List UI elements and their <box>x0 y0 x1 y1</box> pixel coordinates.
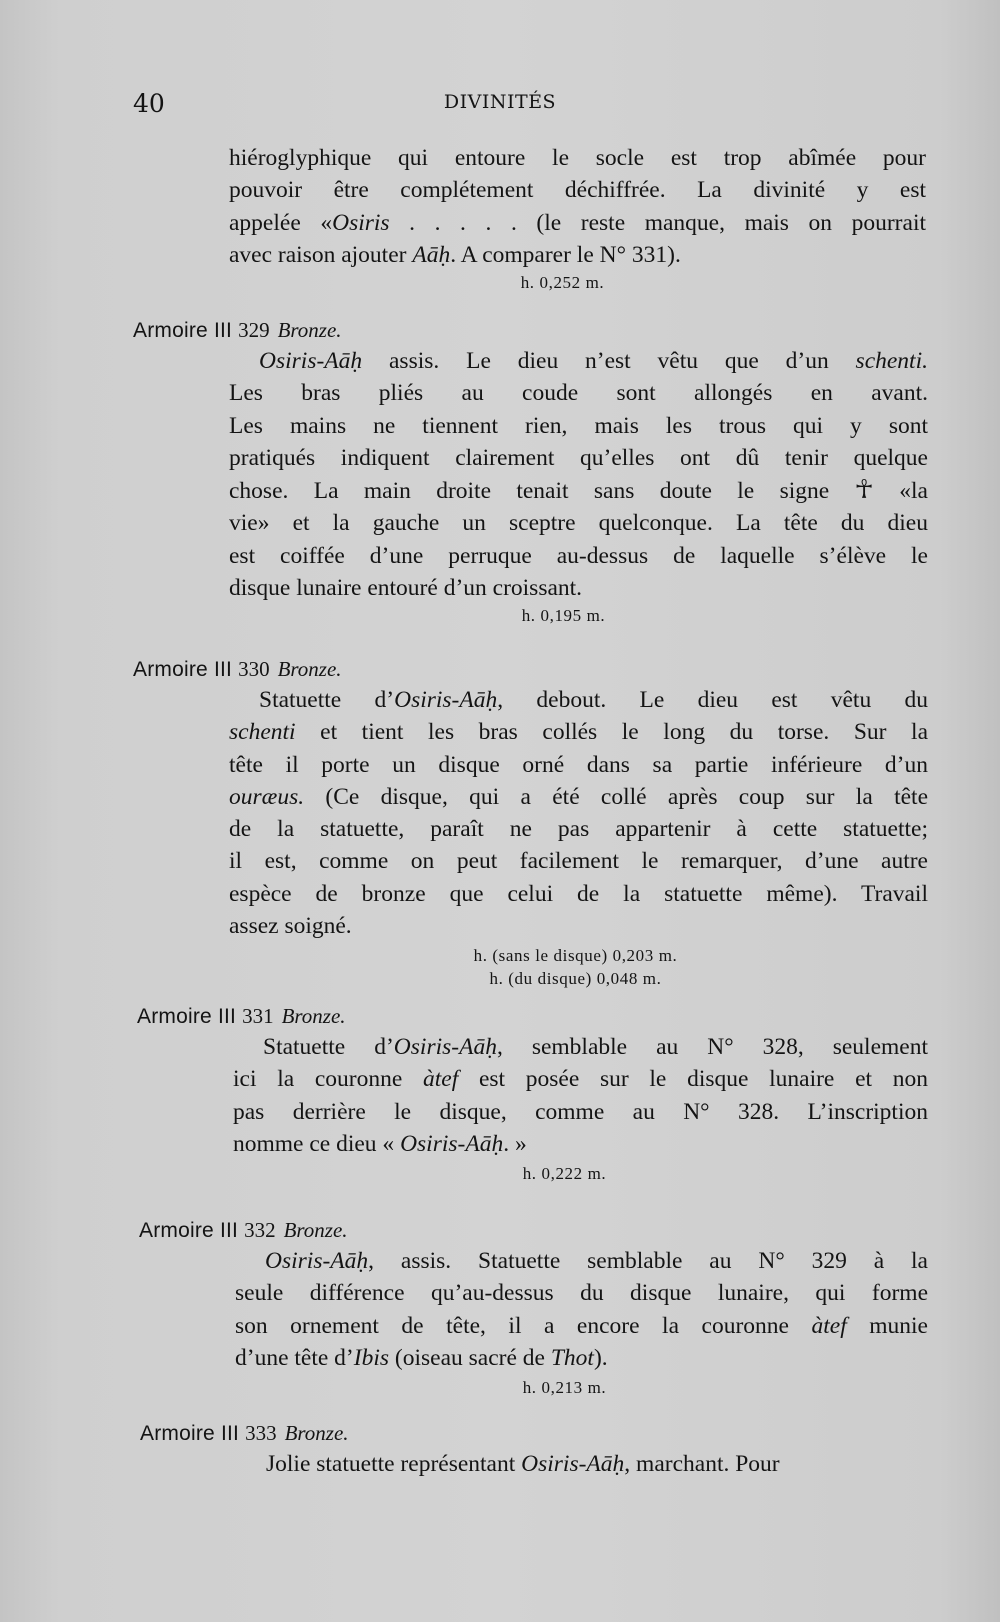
text-line: assez soigné. <box>229 913 352 940</box>
entry-329 <box>133 318 928 626</box>
text-line: nomme ce dieu « Osiris-Aāḥ. » <box>233 1130 527 1157</box>
text-line: ici la couronne àtef est posée sur le disque lunaire et non <box>233 1066 928 1093</box>
entry-number: 332 <box>244 1218 276 1242</box>
italic-term: schenti. <box>855 348 928 374</box>
entry-paragraph <box>229 684 928 942</box>
text-line: Osiris-Aāḥ assis. Le dieu n’est vêtu que d’un schenti. <box>259 348 928 374</box>
text-line: son ornement de tête, il a encore la couronne àtef munie <box>235 1312 928 1339</box>
entry-number: 333 <box>245 1421 277 1445</box>
entry-material: Bronze. <box>284 1421 349 1445</box>
entry-measure: h. (du disque) 0,048 m. <box>489 969 662 989</box>
intro-block <box>229 142 926 293</box>
entry-material: Bronze. <box>277 318 342 342</box>
intro-paragraph <box>229 142 926 271</box>
entry-heading <box>140 1421 928 1446</box>
entry-number: 331 <box>242 1004 274 1028</box>
text-line: chose. La main droite tenait sans doute le signe ☥ «la <box>229 475 928 506</box>
italic-term: Ibis <box>353 1344 390 1371</box>
entry-paragraph <box>233 1031 928 1160</box>
entry-paragraph <box>236 1448 928 1480</box>
ankh-glyph: ☥ <box>854 475 874 506</box>
text-line: ouræus. (Ce disque, qui a été collé après coup sur la tête <box>229 783 928 810</box>
entry-330 <box>133 657 928 989</box>
entry-paragraph <box>235 1245 928 1374</box>
text-line: pas derrière le disque, comme au N° 328. L’inscription <box>233 1098 928 1125</box>
entry-measure: h. 0,213 m. <box>522 1378 607 1398</box>
italic-term: àtef <box>423 1066 459 1093</box>
text-line: vie» et la gauche un sceptre quelconque. La tête du dieu <box>229 510 928 537</box>
entry-heading <box>139 1218 928 1243</box>
entry-331 <box>137 1004 928 1184</box>
entry-material: Bronze. <box>277 657 342 681</box>
text-line: de la statuette, paraît ne pas appartenir à cette statuette; <box>229 816 928 843</box>
entry-label: Armoire III <box>137 1005 237 1028</box>
entry-measure: h. 0,195 m. <box>521 606 606 626</box>
text-line: Les bras pliés au coude sont allongés en avant. <box>229 380 928 407</box>
entry-333 <box>140 1421 928 1480</box>
entry-heading <box>137 1004 928 1029</box>
text-line: Les mains ne tiennent rien, mais les trous qui y sont <box>229 412 928 439</box>
running-title: DIVINITÉS <box>443 91 557 113</box>
italic-term: ouræus. <box>229 783 305 810</box>
text-line: avec raison ajouter Aāḥ. A comparer le N° 331). <box>229 241 681 268</box>
entry-measure: h. 0,222 m. <box>522 1164 607 1184</box>
entry-paragraph <box>229 345 928 604</box>
italic-term: Aāḥ <box>412 241 451 268</box>
entry-material: Bronze. <box>283 1218 348 1242</box>
text-line: pouvoir être complétement déchiffrée. La divinité y est <box>229 177 926 204</box>
text-line: appelée «Osiris . . . . . (le reste manque, mais on pourrait <box>229 209 926 236</box>
italic-term: Osiris-Aāḥ <box>394 687 498 713</box>
entry-number: 329 <box>238 318 270 342</box>
entry-heading <box>133 657 928 682</box>
italic-term: Osiris-Aāḥ <box>393 1034 497 1060</box>
text-line: Statuette d’Osiris-Aāḥ, semblable au N° 328, seulement <box>263 1034 928 1060</box>
entry-332 <box>139 1218 928 1398</box>
entry-label: Armoire III <box>133 658 233 681</box>
intro-measure: h. 0,252 m. <box>520 273 605 293</box>
text-line: d’une tête d’Ibis (oiseau sacré de Thot). <box>235 1344 608 1371</box>
text-line: espèce de bronze que celui de la statuette même). Travail <box>229 880 928 907</box>
text-line: est coiffée d’une perruque au-dessus de laquelle s’élève le <box>229 542 928 569</box>
text-line: schenti et tient les bras collés le long du torse. Sur la <box>229 719 928 746</box>
text-line: seule différence qu’au-dessus du disque lunaire, qui forme <box>235 1280 928 1307</box>
entry-label: Armoire III <box>139 1219 239 1242</box>
text-line: Statuette d’Osiris-Aāḥ, debout. Le dieu est vêtu du <box>259 687 928 713</box>
entry-measure: h. (sans le disque) 0,203 m. <box>473 946 678 966</box>
text-line: disque lunaire entouré d’un croissant. <box>229 575 583 602</box>
italic-term: Thot <box>550 1344 594 1371</box>
italic-term: àtef <box>811 1312 847 1339</box>
text-line: hiéroglyphique qui entoure le socle est trop abîmée pour <box>229 145 926 171</box>
italic-term: Osiris-Aāḥ <box>259 348 363 374</box>
entry-material: Bronze. <box>281 1004 346 1028</box>
text-line: Osiris-Aāḥ, assis. Statuette semblable au N° 329 à la <box>265 1248 928 1274</box>
italic-term: Osiris-Aāḥ <box>521 1451 625 1477</box>
entry-heading <box>133 318 928 343</box>
entry-label: Armoire III <box>140 1422 240 1445</box>
italic-term: Osiris-Aāḥ <box>265 1248 369 1274</box>
text-line: il est, comme on peut facilement le remarquer, d’une autre <box>229 848 928 875</box>
italic-term: Osiris-Aāḥ <box>400 1130 504 1157</box>
page-number: 40 <box>133 89 165 118</box>
italic-term: schenti <box>229 719 296 746</box>
entry-label: Armoire III <box>133 319 233 342</box>
text-line: pratiqués indiquent clairement qu’elles ont dû tenir quelque <box>229 444 928 471</box>
text-line: Jolie statuette représentant Osiris-Aāḥ, marchant. Pour <box>266 1451 780 1477</box>
italic-term: Osiris <box>332 209 390 236</box>
entry-number: 330 <box>238 657 270 681</box>
text-line: tête il porte un disque orné dans sa partie inférieure d’un <box>229 751 928 778</box>
